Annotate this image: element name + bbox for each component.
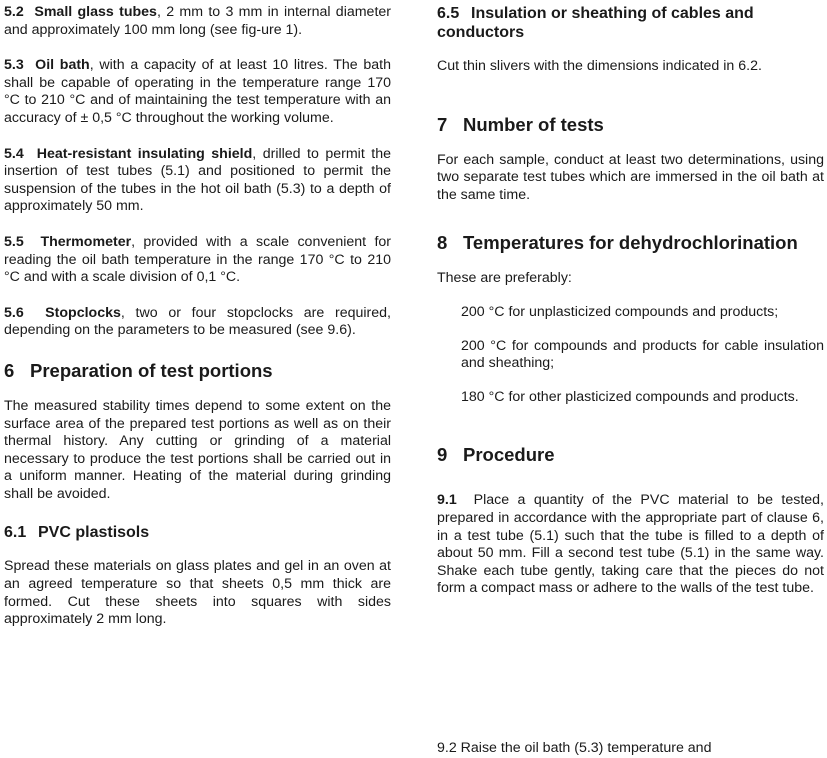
- list-item: 200 °C for compounds and products for cable insulation and sheathing;: [461, 337, 824, 372]
- clause-5-2: [4, 4, 391, 39]
- section-title: Temperatures for dehydrochlorination: [463, 232, 798, 254]
- clause-5-6: [4, 305, 391, 340]
- section-number: 6.5: [437, 5, 460, 22]
- section-8-intro: These are preferably:: [437, 270, 572, 287]
- section-6-paragraph: The measured stability times depend to some extent on the surface area of the prepared test portions as well as on their thermal history. Any cutting or grinding of a material necessary to produce the test portions shall be carried out in a uniform manner. Heating of the material during grinding shall be avoided.: [4, 397, 391, 502]
- clause-text: Place a quantity of the PVC material to be tested, prepared in accordance with the appropriate part of clause 6, in a test tube (5.1) such that the tube is filled to a depth of about 50 mm. Fill a second test tube (5.1) in the same way. Shake each tube gently, taking care that the pieces do not form a compact mass or adhere to the walls of the test tube.: [437, 492, 824, 597]
- clause-term: Oil bath: [35, 57, 90, 74]
- clause-term: Thermometer: [40, 233, 132, 250]
- clause-term: Small glass tubes: [34, 4, 157, 20]
- clause-5-5: [4, 234, 391, 287]
- section-6-1-paragraph: Spread these materials on glass plates and gel in an oven at an agreed temperature so that sheets 0,5 mm thick are formed. Cut these sheets into squares with sides approximately 2 mm long.: [4, 558, 391, 628]
- section-number: 6.1: [4, 524, 27, 542]
- clause-5-3: [4, 57, 391, 127]
- clause-text: , two or four stopclocks are required, depending on the parameters to be measured (see 9.6).: [4, 304, 391, 339]
- clause-number: 5.6: [4, 304, 24, 321]
- clause-text: , with a capacity of at least 10 litres. The bath shall be capable of operating in the temperature range 170 °C to 210 °C and of maintaining the test temperature with an accuracy of ± 0,5 °C throughout the working volume.: [4, 57, 392, 126]
- section-title: Insulation or sheathing of cables and conductors: [437, 5, 754, 41]
- section-9-heading: [437, 444, 824, 466]
- section-8-heading: [437, 232, 824, 254]
- section-7-heading: [437, 114, 824, 136]
- clause-number: 5.2: [4, 4, 24, 20]
- section-6-heading: [4, 360, 391, 382]
- clause-text: , provided with a scale convenient for reading the oil bath temperature in the range 170 °C to 210 °C and with a scale division of 0,1 °C.: [4, 233, 391, 286]
- section-7-paragraph: For each sample, conduct at least two determinations, using two separate test tubes which are immersed in the oil bath at the same time.: [437, 151, 824, 203]
- clause-text: , 2 mm to 3 mm in internal diameter and approximately 100 mm long (see fig-ure 1).: [4, 4, 392, 38]
- section-number: 7: [437, 113, 448, 135]
- clause-term: Stopclocks: [45, 304, 121, 321]
- clause-number: 9.1: [437, 492, 457, 509]
- section-number: 9: [437, 444, 448, 466]
- clause-number: 5.3: [4, 57, 24, 74]
- cut-off-line: 9.2 Raise the oil bath (5.3) temperature and: [437, 740, 712, 756]
- section-title: PVC plastisols: [38, 524, 150, 542]
- clause-9-1: [437, 492, 824, 598]
- section-number: 8: [437, 232, 448, 254]
- section-6-5-heading: [437, 4, 824, 42]
- section-6-5-paragraph: Cut thin slivers with the dimensions indicated in 6.2.: [437, 58, 762, 74]
- list-item: 200 °C for unplasticized compounds and products;: [461, 303, 779, 320]
- section-number: 6: [4, 359, 15, 381]
- right-column: [437, 4, 824, 598]
- section-title: Preparation of test portions: [30, 359, 273, 381]
- section-6-1-heading: [4, 523, 391, 542]
- left-column: [4, 4, 391, 629]
- clause-text: , drilled to permit the insertion of test tubes (5.1) and positioned to permit the suspension of the tubes in the hot oil bath (5.3) to a depth of approximately 50 mm.: [4, 145, 391, 215]
- section-title: Number of tests: [463, 113, 604, 135]
- section-title: Procedure: [463, 444, 555, 466]
- clause-number: 5.5: [4, 233, 24, 250]
- list-item: 180 °C for other plasticized compounds and products.: [461, 388, 799, 405]
- clause-5-4: [4, 146, 391, 216]
- clause-number: 5.4: [4, 145, 24, 162]
- clause-term: Heat-resistant insulating shield: [36, 145, 253, 162]
